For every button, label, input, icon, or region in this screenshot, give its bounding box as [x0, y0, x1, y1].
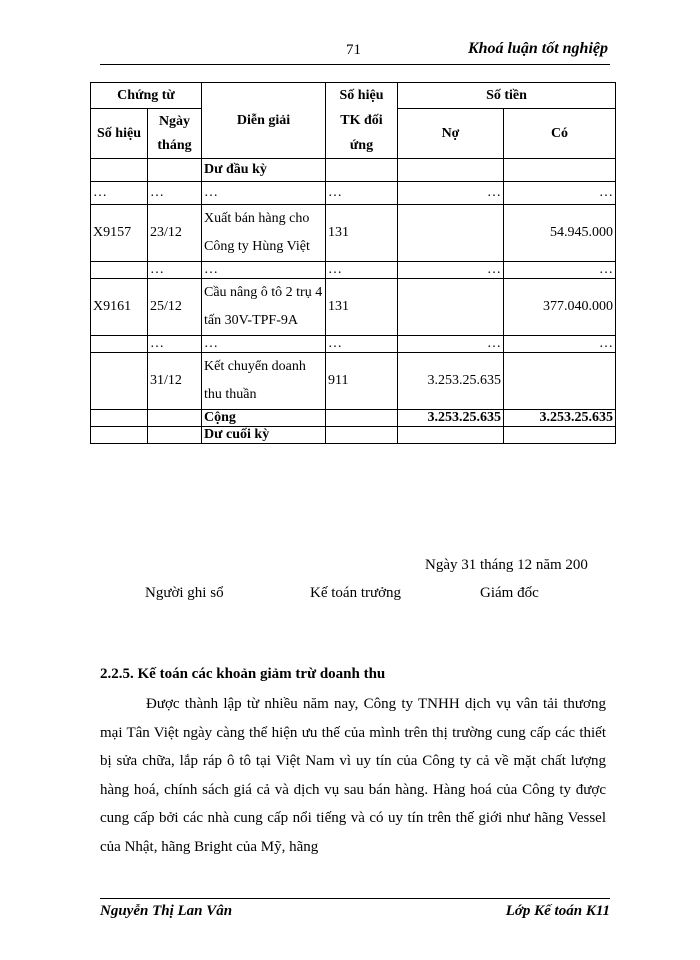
ledger-date: Ngày 31 tháng 12 năm 200 [425, 557, 588, 573]
table-row [91, 159, 616, 182]
cell-so-hieu [91, 353, 148, 410]
cell-so-hieu: X9157 [91, 205, 148, 262]
cell-so-hieu [91, 262, 148, 279]
cell-tk: … [326, 182, 398, 205]
table-row [91, 336, 616, 353]
table-row [91, 182, 616, 205]
cell-ngay: 25/12 [148, 279, 202, 336]
cell-so-hieu: X9161 [91, 279, 148, 336]
header-no: Nợ [398, 109, 504, 159]
header-so-hieu: Số hiệu [91, 109, 148, 159]
cell-dien-giai: Xuất bán hàng cho Công ty Hùng Việt [202, 205, 326, 262]
table-row [91, 410, 616, 427]
cell-tk [326, 159, 398, 182]
table-row [91, 262, 616, 279]
cell-no [398, 427, 504, 444]
cell-tk [326, 427, 398, 444]
table-row [91, 353, 616, 410]
cell-dien-giai: Dư đầu kỳ [202, 159, 326, 182]
cell-co [504, 159, 616, 182]
page-footer [100, 898, 610, 921]
cell-no: … [398, 336, 504, 353]
footer-author: Nguyễn Thị Lan Vân [100, 903, 233, 919]
cell-so-hieu: … [91, 182, 148, 205]
cell-ngay: … [148, 262, 202, 279]
section-paragraph: Được thành lập từ nhiều năm nay, Công ty TNHH dịch vụ vân tải thương mại Tân Việt ngày càng thể hiện ưu thế của mình trên thị trường cung cấp các thiết bị sửa chữa, lắp ráp ô tô tại Việt Nam vì uy tín của Công ty cả về mặt chất lượng hàng hoá, chính sách giá cả và dịch vụ sau bán hàng. Hàng hoá của Công ty được cung cấp bởi các nhà cung cấp nổi tiếng và có uy tín trên thế giới như hãng Vessel của Nhật, hãng Bright của Mỹ, hãng [100, 696, 606, 855]
cell-ngay: 31/12 [148, 353, 202, 410]
table-row [91, 205, 616, 262]
cell-tk: 131 [326, 279, 398, 336]
header-ngay-thang: Ngày tháng [148, 109, 202, 159]
cell-no [398, 279, 504, 336]
cell-so-hieu [91, 427, 148, 444]
cell-co: 3.253.25.635 [504, 410, 616, 427]
cell-no [398, 159, 504, 182]
cell-tk: 911 [326, 353, 398, 410]
table-row [91, 279, 616, 336]
cell-no: … [398, 182, 504, 205]
section-title: 2.2.5. Kế toán các khoản giảm trừ doanh thu [100, 666, 386, 682]
ledger-table [90, 82, 616, 444]
cell-dien-giai: Cộng [202, 410, 326, 427]
cell-co [504, 427, 616, 444]
cell-ngay: … [148, 336, 202, 353]
cell-ngay: 23/12 [148, 205, 202, 262]
cell-co: … [504, 336, 616, 353]
cell-co: 377.040.000 [504, 279, 616, 336]
cell-no: 3.253.25.635 [398, 353, 504, 410]
signature-director: Giám đốc [480, 585, 539, 601]
header-so-hieu-tk: Số hiệu TK đối ứng [326, 83, 398, 159]
cell-tk: 131 [326, 205, 398, 262]
cell-tk: … [326, 262, 398, 279]
cell-so-hieu [91, 159, 148, 182]
cell-co [504, 353, 616, 410]
cell-dien-giai: Dư cuối kỳ [202, 427, 326, 444]
header-chung-tu: Chứng từ [91, 83, 202, 109]
cell-dien-giai: Cầu nâng ô tô 2 trụ 4 tấn 30V-TPF-9A [202, 279, 326, 336]
signature-recorder: Người ghi sổ [145, 585, 224, 601]
table-row [91, 427, 616, 444]
cell-ngay [148, 410, 202, 427]
cell-dien-giai: … [202, 336, 326, 353]
cell-co: … [504, 182, 616, 205]
cell-no: … [398, 262, 504, 279]
cell-no [398, 205, 504, 262]
cell-so-hieu [91, 336, 148, 353]
cell-ngay: … [148, 182, 202, 205]
page-header [100, 40, 610, 65]
signature-chief-accountant: Kế toán trưởng [310, 585, 402, 601]
footer-class: Lớp Kế toán K11 [505, 903, 610, 919]
document-title: Khoá luận tốt nghiệp [467, 40, 608, 57]
cell-co: … [504, 262, 616, 279]
cell-dien-giai: … [202, 262, 326, 279]
cell-co: 54.945.000 [504, 205, 616, 262]
cell-tk: … [326, 336, 398, 353]
cell-tk [326, 410, 398, 427]
cell-dien-giai: Kết chuyển doanh thu thuần [202, 353, 326, 410]
header-co: Có [504, 109, 616, 159]
cell-dien-giai: … [202, 182, 326, 205]
cell-ngay [148, 427, 202, 444]
page-number: 71 [346, 42, 361, 58]
cell-ngay [148, 159, 202, 182]
header-dien-giai: Diễn giải [202, 83, 326, 159]
cell-so-hieu [91, 410, 148, 427]
cell-no: 3.253.25.635 [398, 410, 504, 427]
header-so-tien: Số tiền [398, 83, 616, 109]
